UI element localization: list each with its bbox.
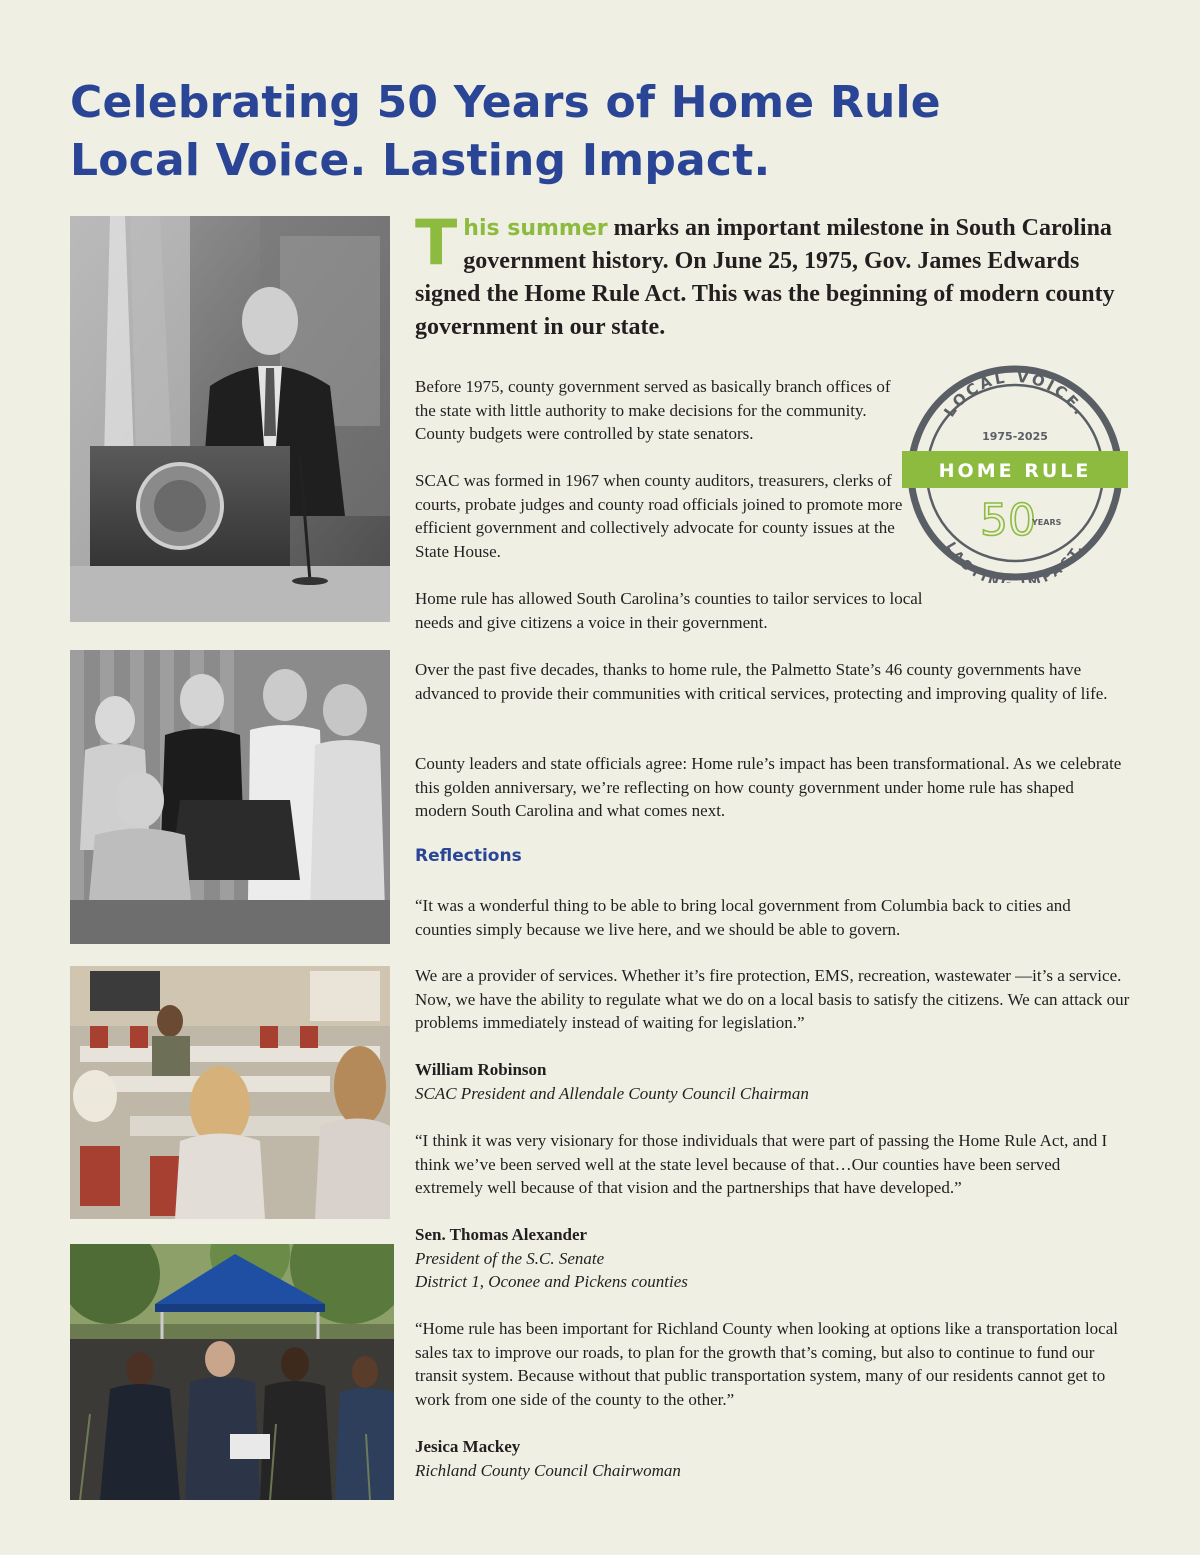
intro-dropcap: T bbox=[415, 206, 458, 279]
quote-3: “Home rule has been important for Richland County when looking at options like a transportation local sales tax to improve our roads, to plan for the growth that’s coming, but also to continue to fund our transit system. Because without that public transportation system, many of our residents cannot get to work from one side of the county to the other.” bbox=[415, 1319, 1118, 1409]
photo-governor-podium bbox=[70, 216, 390, 622]
badge-years-label: YEARS bbox=[1032, 518, 1062, 527]
quote-3-author: Jesica Mackey bbox=[415, 1437, 521, 1456]
home-rule-50-years-badge bbox=[900, 363, 1130, 583]
page-title bbox=[70, 74, 1150, 190]
quote-2: “I think it was very visionary for those individuals that were part of passing the Home Rule Act, and I think we’ve been served well at the state level because of that…Our counties have been served extremely well because of that vision and the partnerships that have developed.” bbox=[415, 1131, 1108, 1197]
quote-3-role: Richland County Council Chairwoman bbox=[415, 1461, 681, 1480]
reflections-heading: Reflections bbox=[415, 846, 522, 866]
photo-classroom-meeting bbox=[70, 966, 390, 1219]
quote-1-role: SCAC President and Allendale County Council Chairman bbox=[415, 1084, 809, 1103]
body-paragraph-3: Home rule has allowed South Carolina’s counties to tailor services to local needs and give citizens a voice in their government. bbox=[415, 589, 923, 632]
title-line-2: Local Voice. Lasting Impact. bbox=[70, 135, 771, 186]
intro-highlight: his summer bbox=[463, 216, 608, 241]
badge-years-range: 1975-2025 bbox=[982, 430, 1048, 443]
photo-officials-group bbox=[70, 650, 390, 944]
photo-outdoor-event bbox=[70, 1244, 394, 1500]
quote-2-author: Sen. Thomas Alexander bbox=[415, 1225, 588, 1244]
svg-text:LOCAL VOICE. bbox=[940, 368, 1090, 421]
body-paragraph-5: County leaders and state officials agree: Home rule’s impact has been transformational. As we celebrate this golden anniversary, we’re reflecting on how county government under home rule has shaped modern South Carolina and what comes next. bbox=[415, 754, 1122, 820]
badge-top-arc: LOCAL VOICE. bbox=[940, 367, 1090, 421]
quote-2-role-2: District 1, Oconee and Pickens counties bbox=[415, 1272, 688, 1291]
body-paragraph-1: Before 1975, county government served as basically branch offices of the state with little authority to make decisions for the community. County budgets were controlled by state senators. bbox=[415, 377, 891, 443]
title-line-1: Celebrating 50 Years of Home Rule bbox=[70, 77, 941, 128]
intro-lead bbox=[415, 206, 1135, 344]
quote-2-role-1: President of the S.C. Senate bbox=[415, 1249, 605, 1268]
badge-banner: HOME RULE bbox=[938, 460, 1092, 482]
quote-1-part-1: “It was a wonderful thing to be able to bring local government from Columbia back to cities and counties simply because we live here, and we should be able to govern. bbox=[415, 896, 1071, 939]
intro-text: marks an important milestone in South Carolina government history. On June 25, 1975, Gov. James Edwards signed the Home Rule Act. This was the beginning of modern county government in our state. bbox=[415, 215, 1115, 340]
body-paragraph-2: SCAC was formed in 1967 when county auditors, treasurers, clerks of courts, probate judges and county road officials joined to promote more efficient government and collectively advocate for county issues at the State House. bbox=[415, 471, 903, 561]
body-paragraph-4: Over the past five decades, thanks to home rule, the Palmetto State’s 46 county governments have advanced to provide their communities with critical services, protecting and improving quality of life. bbox=[415, 660, 1108, 703]
badge-number: 50 bbox=[980, 495, 1036, 546]
quote-1-part-2: We are a provider of services. Whether it’s fire protection, EMS, recreation, wastewater —it’s a service. Now, we have the ability to regulate what we do on a local basis to satisfy the citizens. We can attack our problems immediately instead of waiting for legislation.” bbox=[415, 966, 1130, 1032]
badge-bottom-arc: LASTIN MPACT. bbox=[942, 539, 1088, 583]
quote-1-author: William Robinson bbox=[415, 1060, 547, 1079]
